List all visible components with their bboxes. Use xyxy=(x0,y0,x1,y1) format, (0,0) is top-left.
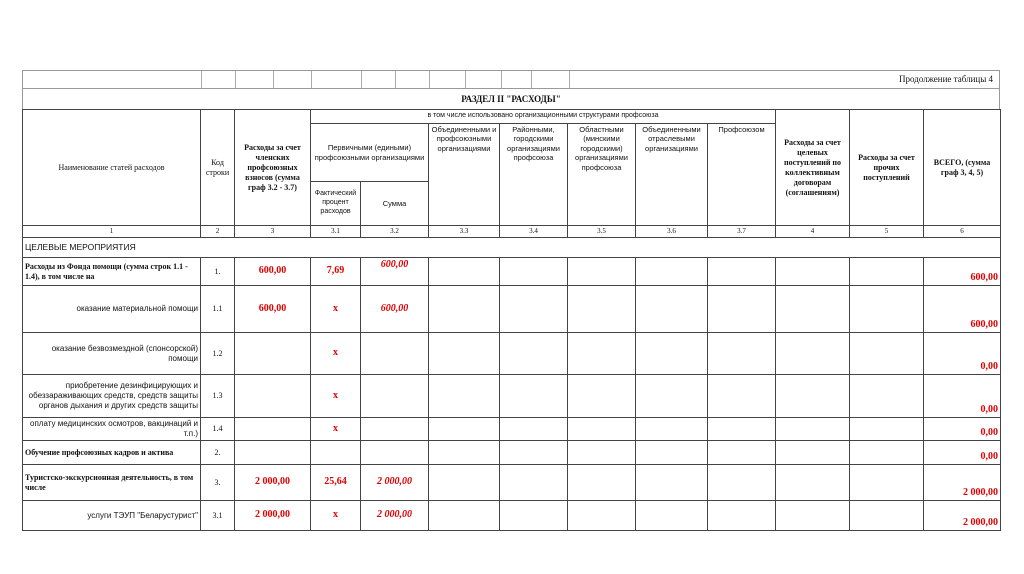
col-number: 6 xyxy=(924,226,1001,238)
cell-empty xyxy=(850,441,924,465)
cell-empty xyxy=(850,333,924,375)
section-title: РАЗДЕЛ II "РАСХОДЫ" xyxy=(22,89,1000,109)
spreadsheet xyxy=(22,70,1000,542)
col-name-header: Наименование статей расходов xyxy=(23,110,201,226)
cell-empty xyxy=(429,375,500,418)
category-row: ЦЕЛЕВЫЕ МЕРОПРИЯТИЯ xyxy=(23,238,1001,258)
cell-empty xyxy=(500,441,568,465)
cell-empty xyxy=(850,286,924,333)
cell-total: 600,00 xyxy=(924,286,1001,333)
col-number: 4 xyxy=(776,226,850,238)
cell-empty xyxy=(500,333,568,375)
col-3-header: Расходы за счет членских профсоюзных взносов (сумма граф 3.2 - 3.7) xyxy=(235,110,311,226)
cell-total: 2 000,00 xyxy=(924,501,1001,531)
cell-c31: 7,69 xyxy=(311,258,361,286)
cell-empty xyxy=(776,441,850,465)
cell-empty xyxy=(636,418,708,441)
cell-empty xyxy=(636,258,708,286)
cell-c32: 600,00 xyxy=(361,286,429,333)
row-name: Расходы из Фонда помощи (сумма строк 1.1 - 1.4), в том числе на xyxy=(23,258,201,286)
cell-empty xyxy=(850,501,924,531)
row-code: 1. xyxy=(201,258,235,286)
cell-empty xyxy=(776,286,850,333)
row-code: 1.4 xyxy=(201,418,235,441)
table-row xyxy=(23,418,1001,441)
col-number: 3.2 xyxy=(361,226,429,238)
cell-empty xyxy=(500,465,568,501)
cell-empty xyxy=(429,501,500,531)
cell-empty xyxy=(429,465,500,501)
cell-empty xyxy=(500,258,568,286)
col-3-1-header: Фактический процент расходов xyxy=(311,182,361,226)
cell-empty xyxy=(500,286,568,333)
cell-empty xyxy=(568,286,636,333)
cell-empty xyxy=(708,258,776,286)
col-number: 3.5 xyxy=(568,226,636,238)
continuation-label: Продолжение таблицы 4 xyxy=(899,74,993,84)
cell-empty xyxy=(429,418,500,441)
col-3-2-header: Сумма xyxy=(361,182,429,226)
col-3-4-header: Районными, городскими организациями профсоюза xyxy=(500,124,568,226)
cell-empty xyxy=(568,441,636,465)
table-row xyxy=(23,333,1001,375)
cell-total: 0,00 xyxy=(924,441,1001,465)
col-number: 5 xyxy=(850,226,924,238)
cell-empty xyxy=(429,258,500,286)
cell-empty xyxy=(708,418,776,441)
col-4-header: Расходы за счет целевых поступлений по коллективным договорам (соглашениям) xyxy=(776,110,850,226)
cell-c31: х xyxy=(311,286,361,333)
col-number: 3.7 xyxy=(708,226,776,238)
cell-empty xyxy=(636,465,708,501)
cell-empty xyxy=(636,375,708,418)
table-row xyxy=(23,501,1001,531)
cell-empty xyxy=(568,375,636,418)
col-number: 3 xyxy=(235,226,311,238)
row-code: 2. xyxy=(201,441,235,465)
cell-total: 2 000,00 xyxy=(924,465,1001,501)
table-row xyxy=(23,375,1001,418)
cell-total: 0,00 xyxy=(924,333,1001,375)
cell-c31: х xyxy=(311,418,361,441)
cell-empty xyxy=(636,286,708,333)
col-code-header: Код строки xyxy=(201,110,235,226)
cell-empty xyxy=(568,258,636,286)
col-number: 1 xyxy=(23,226,201,238)
col-3-6-header: Объединенными отраслевыми организациями xyxy=(636,124,708,226)
cell-c3 xyxy=(235,418,311,441)
cell-empty xyxy=(568,333,636,375)
col-6-header: ВСЕГО, (сумма граф 3, 4, 5) xyxy=(924,110,1001,226)
cell-c32: 600,00 xyxy=(361,258,429,286)
cell-empty xyxy=(776,418,850,441)
column-numbers-row xyxy=(23,226,1001,238)
cell-c32 xyxy=(361,441,429,465)
cell-c3 xyxy=(235,441,311,465)
row-code: 1.2 xyxy=(201,333,235,375)
row-code: 3.1 xyxy=(201,501,235,531)
cell-c31: х xyxy=(311,333,361,375)
col-number: 2 xyxy=(201,226,235,238)
row-name: Обучение профсоюзных кадров и актива xyxy=(23,441,201,465)
cell-empty xyxy=(636,333,708,375)
cell-empty xyxy=(850,418,924,441)
col-number: 3.4 xyxy=(500,226,568,238)
row-name: приобретение дезинфицирующих и обеззараживающих средств, средств защиты органов дыхания и других средств защиты xyxy=(23,375,201,418)
cell-empty xyxy=(429,333,500,375)
cell-c3: 600,00 xyxy=(235,286,311,333)
col-number: 3.1 xyxy=(311,226,361,238)
cell-empty xyxy=(568,465,636,501)
cell-c32 xyxy=(361,333,429,375)
cell-empty xyxy=(568,501,636,531)
cell-empty xyxy=(850,465,924,501)
cell-c31 xyxy=(311,441,361,465)
table-row xyxy=(23,465,1001,501)
cell-c3 xyxy=(235,333,311,375)
cell-empty xyxy=(776,501,850,531)
col-3-7-header: Профсоюзом xyxy=(708,124,776,226)
top-empty-row xyxy=(22,70,1000,89)
row-name: Туристско-экскурсионная деятельность, в том числе xyxy=(23,465,201,501)
cell-c32: 2 000,00 xyxy=(361,501,429,531)
cell-c32: 2 000,00 xyxy=(361,465,429,501)
cell-empty xyxy=(708,333,776,375)
cell-empty xyxy=(636,501,708,531)
table-row xyxy=(23,441,1001,465)
cell-empty xyxy=(776,333,850,375)
cell-empty xyxy=(500,418,568,441)
cell-c3: 2 000,00 xyxy=(235,465,311,501)
cell-empty xyxy=(708,501,776,531)
row-name: услуги ТЭУП "Беларустурист" xyxy=(23,501,201,531)
col-3-5-header: Областными (минскими городскими) организациями профсоюза xyxy=(568,124,636,226)
col-number: 3.3 xyxy=(429,226,500,238)
cell-empty xyxy=(850,375,924,418)
cell-empty xyxy=(708,286,776,333)
cell-empty xyxy=(568,418,636,441)
cell-total: 0,00 xyxy=(924,375,1001,418)
col-number: 3.6 xyxy=(636,226,708,238)
cell-c31: х xyxy=(311,501,361,531)
cell-empty xyxy=(500,375,568,418)
cell-total: 0,00 xyxy=(924,418,1001,441)
expenses-table xyxy=(22,109,1001,531)
cell-empty xyxy=(429,441,500,465)
cell-empty xyxy=(429,286,500,333)
cell-c3: 2 000,00 xyxy=(235,501,311,531)
used-group-header: в том числе использовано организационными структурами профсоюза xyxy=(311,110,776,124)
row-name: оказание безвозмездной (спонсорской) помощи xyxy=(23,333,201,375)
col-5-header: Расходы за счет прочих поступлений xyxy=(850,110,924,226)
row-code: 1.1 xyxy=(201,286,235,333)
cell-c3: 600,00 xyxy=(235,258,311,286)
row-name: оказание материальной помощи xyxy=(23,286,201,333)
cell-c31: 25,64 xyxy=(311,465,361,501)
cell-empty xyxy=(708,441,776,465)
cell-total: 600,00 xyxy=(924,258,1001,286)
table-row xyxy=(23,258,1001,286)
row-code: 1.3 xyxy=(201,375,235,418)
cell-empty xyxy=(708,375,776,418)
cell-c32 xyxy=(361,418,429,441)
cell-empty xyxy=(500,501,568,531)
cell-empty xyxy=(850,258,924,286)
table-row xyxy=(23,286,1001,333)
cell-empty xyxy=(636,441,708,465)
cell-empty xyxy=(708,465,776,501)
cell-empty xyxy=(776,465,850,501)
row-name: оплату медицинских осмотров, вакцинаций и т.п.) xyxy=(23,418,201,441)
cell-c3 xyxy=(235,375,311,418)
cell-empty xyxy=(776,375,850,418)
primary-orgs-header: Первичными (едиными) профсоюзными организациями xyxy=(311,124,429,182)
cell-empty xyxy=(776,258,850,286)
col-3-3-header: Объединенными и профсоюзными организациями xyxy=(429,124,500,226)
row-code: 3. xyxy=(201,465,235,501)
cell-c31: х xyxy=(311,375,361,418)
cell-c32 xyxy=(361,375,429,418)
